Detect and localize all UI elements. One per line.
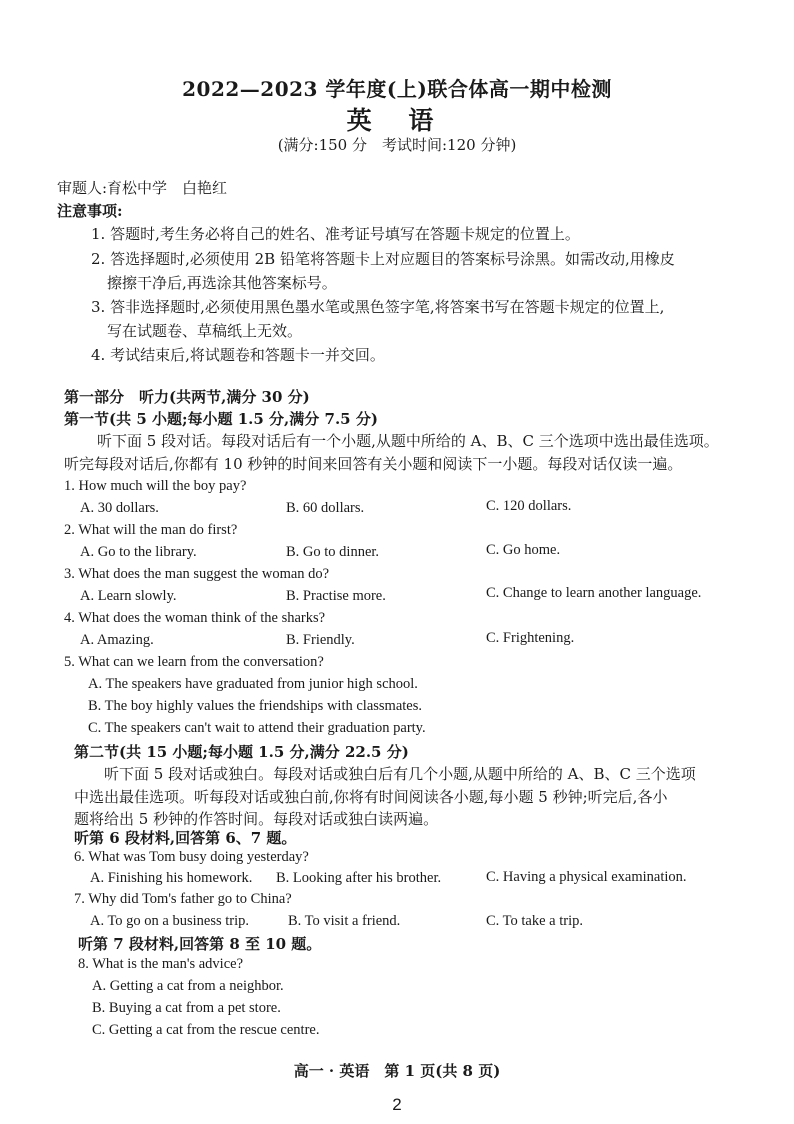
- question-3: 3. What does the man suggest the woman do?: [64, 566, 330, 582]
- reviewer-line: 审题人:育松中学 白艳红: [57, 179, 228, 197]
- note-item: 1. 答题时,考生务必将自己的姓名、准考证号填写在答题卡规定的位置上。: [91, 225, 580, 243]
- q8-option-a: A. Getting a cat from a neighbor.: [92, 978, 284, 994]
- q7-option-a: A. To go on a business trip.: [90, 913, 250, 929]
- q3-option-b: B. Practise more.: [286, 588, 386, 604]
- score-info: (满分:150 分 考试时间:120 分钟): [277, 136, 517, 154]
- page-number: 2: [392, 1095, 402, 1114]
- notes-heading: 注意事项:: [57, 202, 123, 220]
- section2-instruction: 中选出最佳选项。听每段对话或独白前,你将有时间阅读各小题,每小题 5 秒钟;听完后,各小: [74, 788, 668, 806]
- part1-heading: 第一部分 听力(共两节,满分 30 分): [64, 388, 310, 406]
- q1-option-b: B. 60 dollars.: [286, 500, 365, 516]
- question-8: 8. What is the man's advice?: [78, 956, 244, 972]
- section2-heading: 第二节(共 15 小题;每小题 1.5 分,满分 22.5 分): [74, 743, 409, 761]
- note-item: 4. 考试结束后,将试题卷和答题卡一并交回。: [91, 346, 385, 364]
- section1-instruction: 听完每段对话后,你都有 10 秒钟的时间来回答有关小题和阅读下一小题。每段对话仅读一遍。: [64, 455, 683, 473]
- page-footer: 高一 · 英语 第 1 页(共 8 页): [293, 1062, 501, 1080]
- q8-option-c: C. Getting a cat from the rescue centre.: [92, 1022, 320, 1038]
- section2-instruction: 题将给出 5 秒钟的作答时间。每段对话或独白读两遍。: [74, 810, 439, 828]
- q4-option-c: C. Frightening.: [486, 630, 575, 646]
- question-1: 1. How much will the boy pay?: [64, 478, 247, 494]
- q8-option-b: B. Buying a cat from a pet store.: [92, 1000, 281, 1016]
- section1-heading: 第一节(共 5 小题;每小题 1.5 分,满分 7.5 分): [64, 410, 378, 428]
- section1-instruction: 听下面 5 段对话。每段对话后有一个小题,从题中所给的 A、B、C 三个选项中选出最佳选项。: [97, 432, 719, 450]
- note-item-cont: 写在试题卷、草稿纸上无效。: [107, 322, 303, 340]
- q6-option-a: A. Finishing his homework.: [90, 870, 253, 886]
- material-7-heading: 听第 7 段材料,回答第 8 至 10 题。: [78, 935, 322, 953]
- note-item: 3. 答非选择题时,必须使用黑色墨水笔或黑色签字笔,将答案书写在答题卡规定的位置上,: [91, 298, 665, 316]
- subject-title: 英 语: [346, 106, 448, 135]
- question-4: 4. What does the woman think of the sharks?: [64, 610, 326, 626]
- exam-title: 2022—2023 学年度(上)联合体高一期中检测: [182, 77, 612, 101]
- question-2: 2. What will the man do first?: [64, 522, 238, 538]
- q2-option-a: A. Go to the library.: [80, 544, 197, 560]
- q7-option-b: B. To visit a friend.: [288, 913, 401, 929]
- q2-option-b: B. Go to dinner.: [286, 544, 380, 560]
- q4-option-a: A. Amazing.: [80, 632, 154, 648]
- q3-option-c: C. Change to learn another language.: [486, 585, 702, 601]
- material-6-heading: 听第 6 段材料,回答第 6、7 题。: [74, 829, 297, 847]
- note-item-cont: 擦擦干净后,再选涂其他答案标号。: [107, 274, 337, 292]
- q5-option-c: C. The speakers can't wait to attend their graduation party.: [88, 720, 426, 736]
- question-6: 6. What was Tom busy doing yesterday?: [74, 849, 309, 865]
- question-5: 5. What can we learn from the conversation?: [64, 654, 324, 670]
- q5-option-b: B. The boy highly values the friendships with classmates.: [88, 698, 422, 714]
- q5-option-a: A. The speakers have graduated from junior high school.: [88, 676, 418, 692]
- q7-option-c: C. To take a trip.: [486, 913, 583, 929]
- section2-instruction: 听下面 5 段对话或独白。每段对话或独白后有几个小题,从题中所给的 A、B、C 三个选项: [104, 765, 696, 783]
- q3-option-a: A. Learn slowly.: [80, 588, 177, 604]
- note-item: 2. 答选择题时,必须使用 2B 铅笔将答题卡上对应题目的答案标号涂黑。如需改动,用橡皮: [91, 250, 675, 268]
- q6-option-c: C. Having a physical examination.: [486, 869, 687, 885]
- question-7: 7. Why did Tom's father go to China?: [74, 891, 292, 907]
- q1-option-c: C. 120 dollars.: [486, 498, 572, 514]
- q4-option-b: B. Friendly.: [286, 632, 355, 648]
- q1-option-a: A. 30 dollars.: [80, 500, 159, 516]
- q6-option-b: B. Looking after his brother.: [276, 870, 442, 886]
- q2-option-c: C. Go home.: [486, 542, 561, 558]
